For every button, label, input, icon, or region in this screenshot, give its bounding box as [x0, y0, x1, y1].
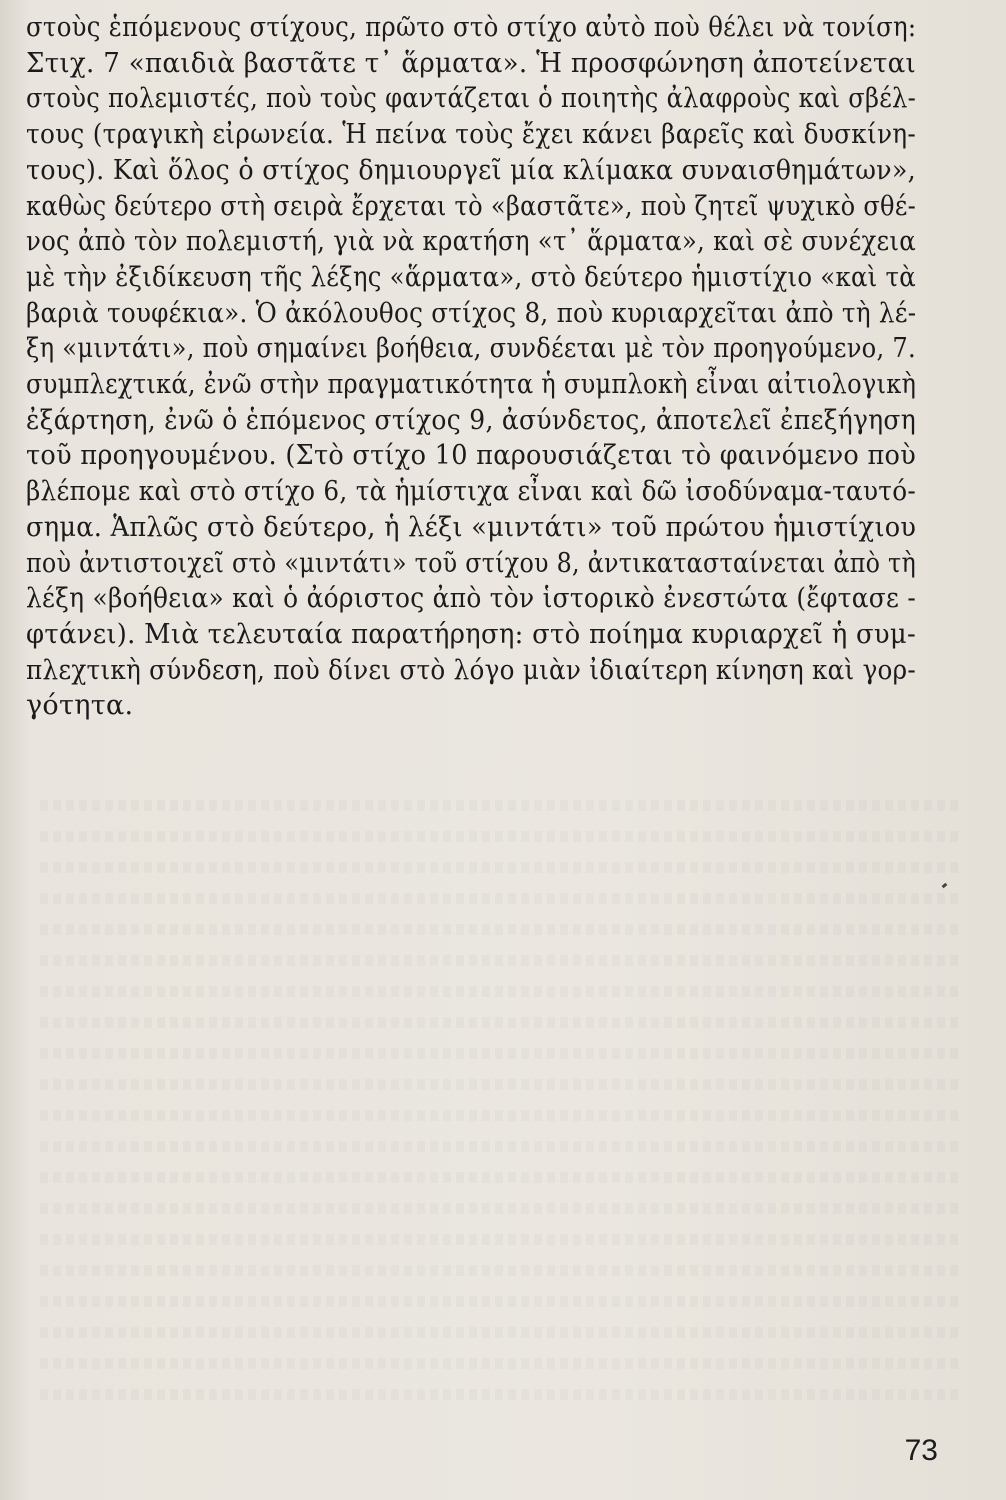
text-line: Στιχ. 7 «παιδιὰ βαστᾶτε τ᾽ ἅρματα». Ἡ προσφώνηση ἀποτείνεται: [26, 47, 916, 79]
text-line: στοὺς ἑπόμενους στίχους, πρῶτο στὸ στίχο αὐτὸ ποὺ θέλει νὰ τονίση:: [26, 12, 917, 43]
text-line: τους (τραγικὴ εἰρωνεία. Ἡ πείνα τοὺς ἔχει κάνει βαρεῖς καὶ δυσκίνη-: [26, 119, 916, 151]
text-line: πλεχτικὴ σύνδεση, ποὺ δίνει στὸ λόγο μιὰν ἰδιαίτερη κίνηση καὶ γορ-: [26, 654, 916, 686]
body-text: [26, 10, 916, 724]
text-line: ποὺ ἀντιστοιχεῖ στὸ «μιντάτι» τοῦ στίχου 8, ἀντικατασταίνεται ἀπὸ τὴ: [26, 547, 916, 579]
text-line: λέξη «βοήθεια» καὶ ὁ ἀόριστος ἀπὸ τὸν ἱστορικὸ ἐνεστώτα (ἔφτασε -: [26, 583, 916, 615]
text-line: νος ἀπὸ τὸν πολεμιστή, γιὰ νὰ κρατήση «τ᾽ ἅρματα», καὶ σὲ συνέχεια: [26, 226, 916, 258]
text-line: τους). Καὶ ὅλος ὁ στίχος δημιουργεῖ μία κλίμακα συναισθημάτων»,: [26, 154, 916, 186]
text-line: σημα. Ἁπλῶς στὸ δεύτερο, ἡ λέξι «μιντάτι» τοῦ πρώτου ἡμιστίχιου: [26, 511, 917, 543]
text-line: φτάνει). Μιὰ τελευταία παρατήρηση: στὸ ποίημα κυριαρχεῖ ἡ συμ-: [26, 618, 916, 650]
show-through-text: [40, 790, 960, 1430]
text-line: ἐξάρτηση, ἐνῶ ὁ ἑπόμενος στίχος 9, ἀσύνδετος, ἀποτελεῖ ἐπεξήγηση: [26, 404, 916, 436]
text-line: γότητα.: [26, 690, 134, 722]
text-line: στοὺς πολεμιστές, ποὺ τοὺς φαντάζεται ὁ ποιητὴς ἀλαφροὺς καὶ σβέλ-: [26, 83, 917, 115]
text-line: τοῦ προηγουμένου. (Στὸ στίχο 10 παρουσιάζεται τὸ φαινόμενο ποὺ: [26, 440, 917, 472]
text-line: βλέπομε καὶ στὸ στίχο 6, τὰ ἡμίστιχα εἶναι καὶ δῶ ἰσοδύναμα-ταυτό-: [26, 476, 916, 508]
text-line: μὲ τὴν ἐξιδίκευση τῆς λέξης «ἅρματα», στὸ δεύτερο ἡμιστίχιο «καὶ τὰ: [26, 261, 916, 293]
text-line: συμπλεχτικά, ἐνῶ στὴν πραγματικότητα ἡ συμπλοκὴ εἶναι αἰτιολογικὴ: [26, 369, 917, 401]
text-line: βαριὰ τουφέκια». Ὁ ἀκόλουθος στίχος 8, ποὺ κυριαρχεῖται ἀπὸ τὴ λέ-: [26, 297, 917, 329]
text-line: καθὼς δεύτερο στὴ σειρὰ ἔρχεται τὸ «βαστᾶτε», ποὺ ζητεῖ ψυχικὸ σθέ-: [26, 190, 916, 222]
page-number: 73: [904, 1434, 938, 1467]
text-line: ξη «μιντάτι», ποὺ σημαίνει βοήθεια, συνδέεται μὲ τὸν προηγούμενο, 7.: [26, 333, 916, 365]
